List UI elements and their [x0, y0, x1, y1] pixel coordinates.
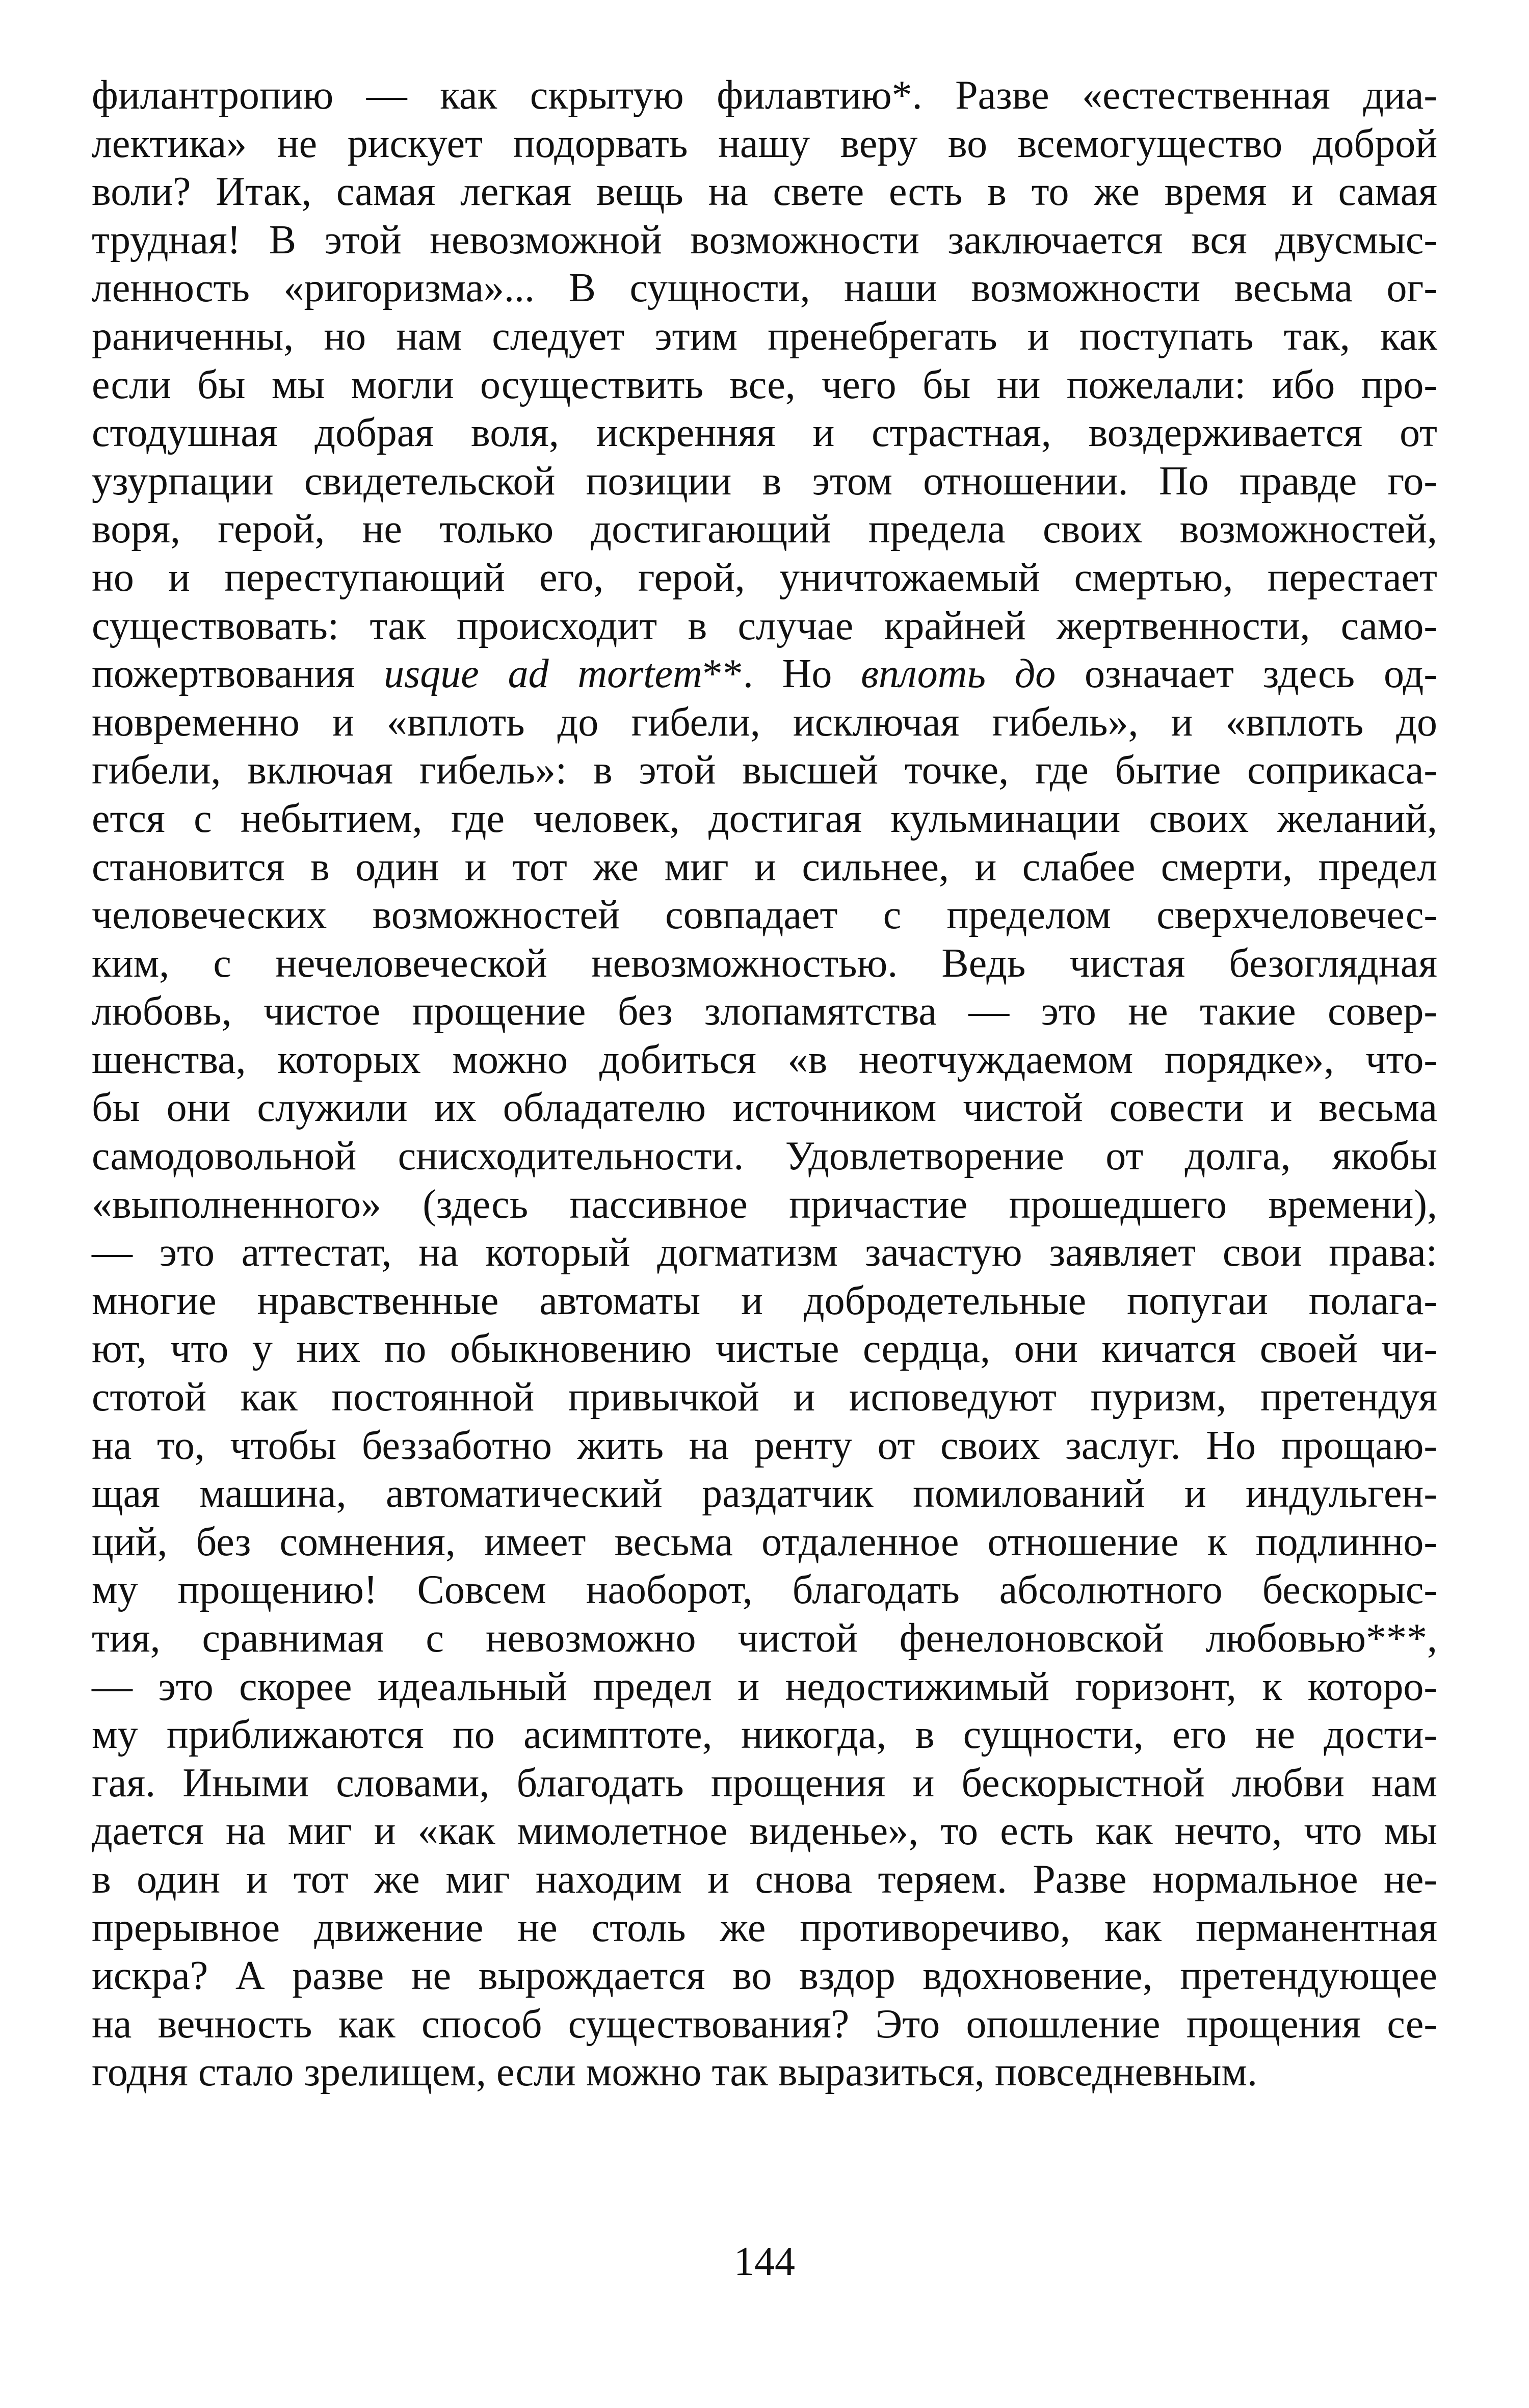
text-line: му прощению! Совсем наоборот, благодать абсолютного бескорыс- — [92, 1567, 1437, 1613]
text-line: если бы мы могли осуществить все, чего бы ни пожелали: ибо про- — [92, 362, 1437, 407]
text-line: узурпации свидетельской позиции в этом отношении. По правде го- — [92, 458, 1437, 504]
text-line: — это скорее идеальный предел и недостижимый горизонт, к которо- — [92, 1664, 1437, 1709]
text-line: трудная! В этой невозможной возможности заключается вся двусмыс- — [92, 217, 1437, 263]
text-line: гая. Иными словами, благодать прощения и бескорыстной любви нам — [92, 1760, 1437, 1805]
text-line: годня стало зрелищем, если можно так выразиться, повседневным. — [92, 2050, 1257, 2095]
body-text — [92, 71, 1437, 2097]
text-line: ций, без сомнения, имеет весьма отдаленное отношение к подлинно- — [92, 1519, 1437, 1564]
text-line: многие нравственные автоматы и добродетельные попугаи полага- — [92, 1278, 1437, 1323]
text-line: прерывное движение не столь же противоречиво, как перманентная — [92, 1905, 1437, 1950]
text-run: **. Но — [702, 651, 861, 697]
text-line: — это аттестат, на который догматизм зачастую заявляет свои права: — [92, 1230, 1437, 1275]
text-line: на вечность как способ существования? Это опошление прощения се- — [92, 2001, 1437, 2047]
text-line: любовь, чистое прощение без злопамятства — это не такие совер- — [92, 989, 1437, 1034]
text-line: стотой как постоянной привычкой и исповедуют пуризм, претендуя — [92, 1375, 1437, 1420]
text-line: воря, герой, не только достигающий предела своих возможностей, — [92, 507, 1437, 552]
text-line: человеческих возможностей совпадает с пределом сверхчеловечес- — [92, 893, 1437, 938]
text-line: воли? Итак, самая легкая вещь на свете есть в то же время и самая — [92, 169, 1437, 215]
text-line: бы они служили их обладателю источником чистой совести и весьма — [92, 1085, 1437, 1131]
page-number: 144 — [734, 2239, 795, 2284]
text-line: щая машина, автоматический раздатчик помилований и индульген- — [92, 1471, 1437, 1516]
text-line: ют, что у них по обыкновению чистые сердца, они кичатся своей чи- — [92, 1326, 1437, 1372]
text-line: «выполненного» (здесь пассивное причастие прошедшего времени), — [92, 1182, 1437, 1227]
text-line: ким, с нечеловеческой невозможностью. Ведь чистая безоглядная — [92, 940, 1437, 986]
text-line: в один и тот же миг находим и снова теряем. Разве нормальное не- — [92, 1856, 1437, 1902]
text-line: лектика» не рискует подорвать нашу веру во всемогущество доброй — [92, 121, 1437, 166]
text-run: пожертвования — [92, 651, 384, 697]
text-line: искра? А разве не вырождается во вздор вдохновение, претендующее — [92, 1953, 1437, 1999]
text-line: существовать: так происходит в случае крайней жертвенности, само- — [92, 603, 1437, 648]
text-line: новременно и «вплоть до гибели, исключая гибель», и «вплоть до — [92, 699, 1437, 745]
text-line: филантропию — как скрытую филавтию*. Разве «естественная диа- — [92, 73, 1437, 118]
text-line: самодовольной снисходительности. Удовлетворение от долга, якобы — [92, 1134, 1437, 1179]
text-line: ется с небытием, где человек, достигая кульминации своих желаний, — [92, 796, 1437, 841]
text-line: ленность «ригоризма»... В сущности, наши возможности весьма ог- — [92, 266, 1437, 311]
emphasis: вплоть до — [861, 651, 1056, 697]
text-line: гибели, включая гибель»: в этой высшей точке, где бытие соприкаса- — [92, 748, 1437, 793]
text-line: но и переступающий его, герой, уничтожаемый смертью, перестает — [92, 555, 1437, 600]
text-run: означает здесь од- — [1056, 651, 1437, 697]
latin-phrase: usque ad mortem — [384, 651, 702, 697]
text-line: му приближаются по асимптоте, никогда, в сущности, его не дости- — [92, 1712, 1437, 1758]
text-line: раниченны, но нам следует этим пренебрегать и поступать так, как — [92, 313, 1437, 359]
text-line: на то, чтобы беззаботно жить на ренту от своих заслуг. Но прощаю- — [92, 1423, 1437, 1468]
text-line: становится в один и тот же миг и сильнее, и слабее смерти, предел — [92, 844, 1437, 889]
text-line: шенства, которых можно добиться «в неотчуждаемом порядке», что- — [92, 1037, 1437, 1082]
text-line: дается на миг и «как мимолетное виденье», то есть как нечто, что мы — [92, 1809, 1437, 1854]
text-line: тия, сравнимая с невозможно чистой фенелоновской любовью***, — [92, 1616, 1437, 1661]
text-line: стодушная добрая воля, искренняя и страстная, воздерживается от — [92, 410, 1437, 456]
text-line-with-italics — [92, 650, 1437, 698]
